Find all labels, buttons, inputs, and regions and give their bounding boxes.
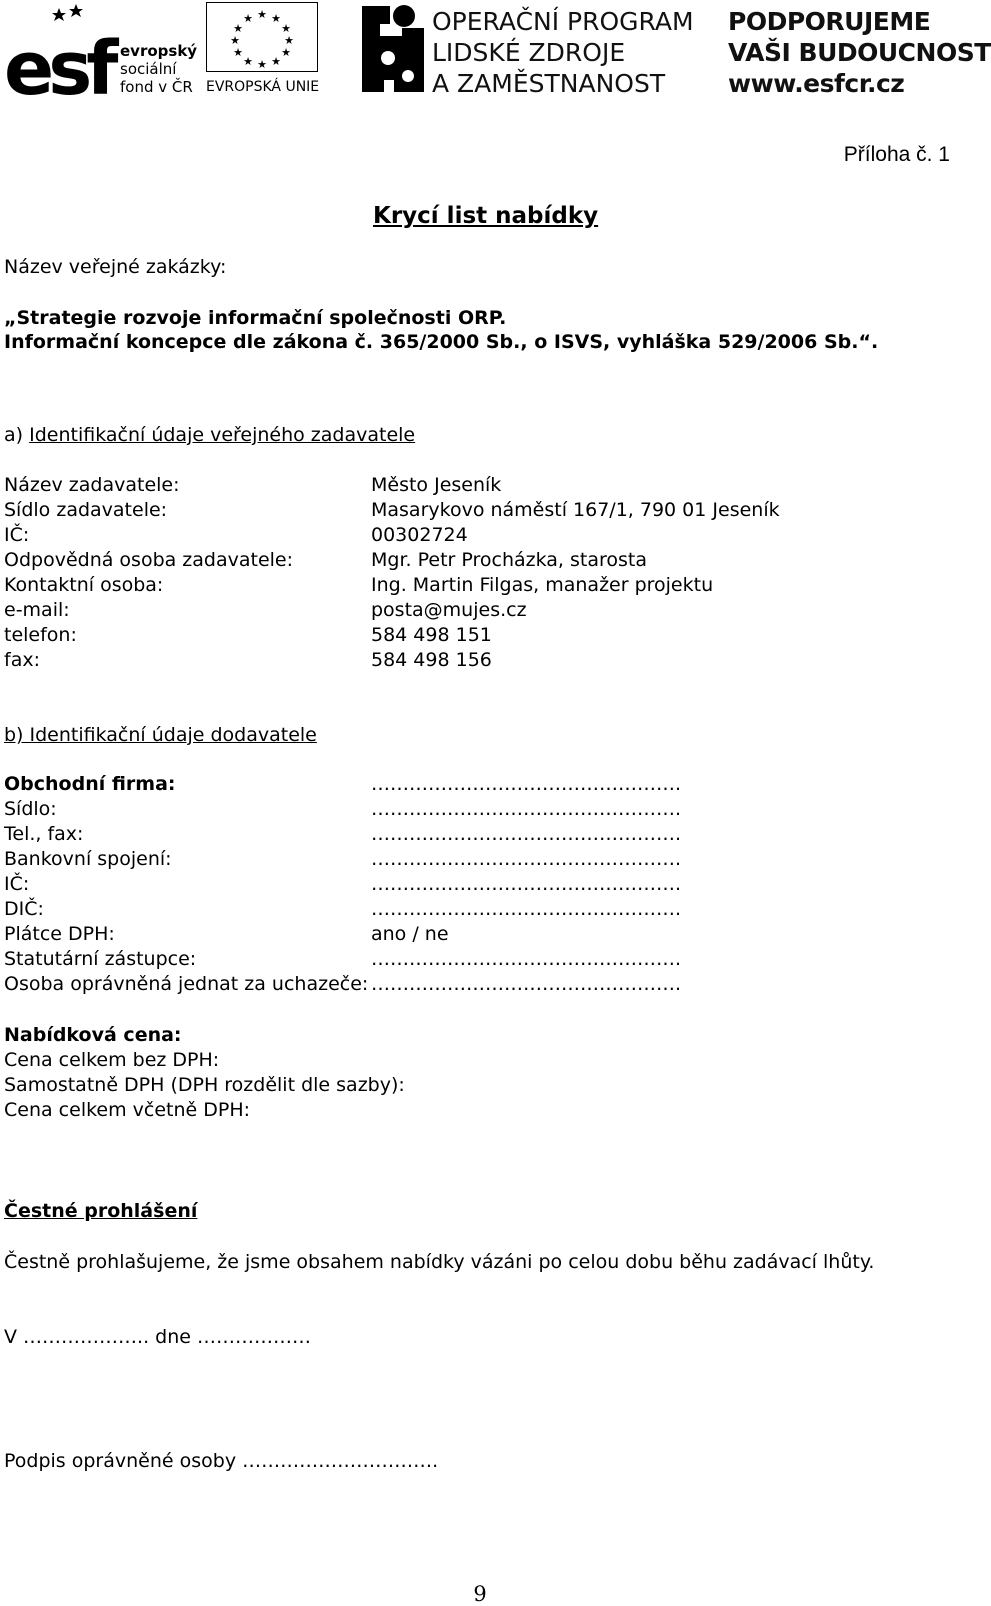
fill-in-field[interactable]: …………………………………………. bbox=[371, 848, 682, 870]
price-line: Cena celkem bez DPH: bbox=[4, 1049, 220, 1071]
attachment-label: Příloha č. 1 bbox=[843, 143, 950, 166]
row-label: telefon: bbox=[4, 624, 77, 646]
row-label: Tel., fax: bbox=[4, 823, 84, 845]
page-title: Krycí list nabídky bbox=[373, 203, 599, 229]
svg-text:★: ★ bbox=[281, 22, 291, 35]
email-link[interactable]: posta@mujes.cz bbox=[371, 599, 527, 621]
row-value: Mgr. Petr Procházka, starosta bbox=[371, 549, 648, 571]
svg-text:★: ★ bbox=[233, 46, 243, 59]
contract-name-line: „Strategie rozvoje informační společnosti ORP. bbox=[4, 307, 507, 329]
row-label: Bankovní spojení: bbox=[4, 848, 172, 870]
row-value: Město Jeseník bbox=[371, 474, 502, 496]
section-b-heading: b) Identifikační údaje dodavatele bbox=[4, 724, 317, 746]
row-label: Plátce DPH: bbox=[4, 923, 115, 945]
section-a-prefix: a) bbox=[4, 424, 30, 446]
svg-text:★: ★ bbox=[230, 34, 240, 47]
svg-text:★: ★ bbox=[284, 34, 294, 47]
contract-name-line: Informační koncepce dle zákona č. 365/2000 Sb., o ISVS, vyhláška 529/2006 Sb.“. bbox=[4, 331, 879, 353]
signature-field[interactable]: Podpis oprávněné osoby …………………………. bbox=[4, 1450, 439, 1472]
svg-text:★: ★ bbox=[271, 12, 281, 25]
program-line: OPERAČNÍ PROGRAM bbox=[432, 7, 694, 36]
esf-logo-line: evropský bbox=[120, 42, 198, 60]
section-a-title: Identifikační údaje veřejného zadavatele bbox=[29, 424, 416, 446]
row-value: 584 498 151 bbox=[371, 624, 492, 646]
price-heading: Nabídková cena: bbox=[4, 1024, 182, 1046]
fill-in-field[interactable]: …………………………………………. bbox=[371, 873, 682, 895]
svg-text:★: ★ bbox=[281, 46, 291, 59]
row-value: Ing. Martin Filgas, manažer projektu bbox=[371, 574, 714, 596]
slogan bbox=[728, 2, 991, 98]
row-label: Obchodní firma: bbox=[4, 773, 176, 795]
slogan-line: VAŠI BUDOUCNOST bbox=[728, 38, 991, 67]
row-label: Sídlo: bbox=[4, 798, 57, 820]
svg-text:★: ★ bbox=[243, 55, 253, 68]
esf-logo bbox=[4, 2, 200, 112]
section-a-heading bbox=[4, 423, 415, 447]
eu-logo-caption: EVROPSKÁ UNIE bbox=[206, 79, 320, 95]
svg-text:★: ★ bbox=[257, 58, 267, 71]
row-label: e-mail: bbox=[4, 599, 70, 621]
svg-text:★: ★ bbox=[271, 55, 281, 68]
row-label: IČ: bbox=[4, 873, 30, 895]
row-value: Masarykovo náměstí 167/1, 790 01 Jeseník bbox=[371, 499, 780, 521]
declaration-heading: Čestné prohlášení bbox=[4, 1200, 198, 1222]
esf-logo-line: sociální bbox=[120, 60, 177, 78]
fill-in-field[interactable]: …………………………………………. bbox=[371, 798, 682, 820]
fill-in-field[interactable]: …………………………………………. bbox=[371, 898, 682, 920]
contract-name-label: Název veřejné zakázky: bbox=[4, 256, 227, 278]
fill-in-field[interactable]: …………………………………………. bbox=[371, 773, 682, 795]
row-label: Osoba oprávněná jednat za uchazeče: bbox=[4, 973, 369, 995]
slogan-line: PODPORUJEME bbox=[728, 7, 931, 36]
declaration-text: Čestně prohlašujeme, že jsme obsahem nabídky vázáni po celou dobu běhu zadávací lhůty. bbox=[4, 1251, 875, 1273]
row-label: Kontaktní osoba: bbox=[4, 574, 164, 596]
fill-in-field[interactable]: …………………………………………. bbox=[371, 973, 682, 995]
row-label: Odpovědná osoba zadavatele: bbox=[4, 549, 294, 571]
program-line: LIDSKÉ ZDROJE bbox=[432, 38, 626, 67]
svg-text:esf: esf bbox=[4, 26, 113, 112]
page-number: 9 bbox=[473, 1582, 487, 1606]
svg-text:★: ★ bbox=[257, 8, 267, 21]
row-label: Název zadavatele: bbox=[4, 474, 180, 496]
eu-flag-icon bbox=[206, 2, 318, 72]
svg-text:★: ★ bbox=[233, 22, 243, 35]
program-line: A ZAMĚSTNANOST bbox=[432, 69, 666, 98]
slogan-url: www.esfcr.cz bbox=[728, 69, 905, 98]
esf-logo-line: fond v ČR bbox=[120, 78, 193, 96]
price-line: Samostatně DPH (DPH rozdělit dle sazby): bbox=[4, 1074, 405, 1096]
svg-text:★: ★ bbox=[243, 12, 253, 25]
row-value: 00302724 bbox=[371, 524, 468, 546]
price-line: Cena celkem včetně DPH: bbox=[4, 1099, 251, 1121]
place-date-field[interactable]: V ……………….. dne ……………… bbox=[4, 1326, 311, 1348]
fill-in-field[interactable]: …………………………………………. bbox=[371, 823, 682, 845]
row-label: Statutární zástupce: bbox=[4, 948, 197, 970]
row-label: fax: bbox=[4, 649, 40, 671]
puzzle-figure-icon bbox=[358, 2, 430, 98]
row-label: IČ: bbox=[4, 524, 30, 546]
vat-payer-choice[interactable]: ano / ne bbox=[371, 923, 449, 945]
row-label: Sídlo zadavatele: bbox=[4, 499, 168, 521]
row-label: DIČ: bbox=[4, 898, 44, 920]
fill-in-field[interactable]: …………………………………………. bbox=[371, 948, 682, 970]
eu-logo bbox=[206, 2, 318, 98]
op-lzz-logo bbox=[358, 2, 698, 98]
row-value: 584 498 156 bbox=[371, 649, 492, 671]
